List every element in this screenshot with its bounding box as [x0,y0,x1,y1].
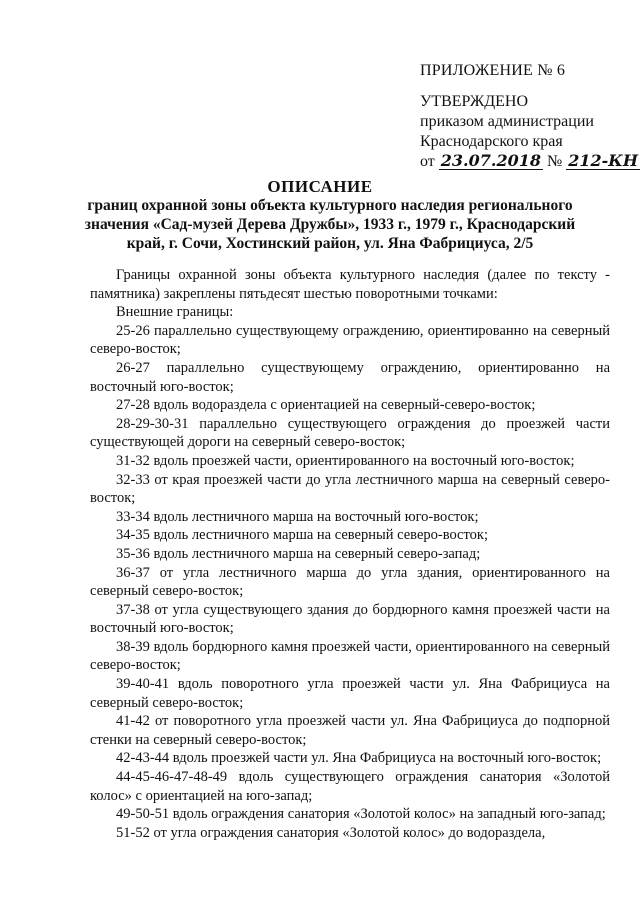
approved-by-line-1: приказом администрации [420,113,594,130]
approved-title: УТВЕРЖДЕНО [420,93,529,110]
boundary-paragraph: 39-40-41 вдоль поворотного угла проезжей части ул. Яна Фабрициуса на северный северо-восток; [90,676,610,711]
boundary-paragraph: 33-34 вдоль лестничного марша на восточный юго-восток; [116,508,479,525]
subtitle-line: значения «Сад-музей Дерева Дружбы», 1933 г., 1979 г., Краснодарский [84,216,576,233]
handwritten-order-number: 212-КН [568,151,638,170]
boundary-paragraph: 27-28 вдоль водораздела с ориентацией на северный-северо-восток; [116,397,536,414]
order-date-number [420,152,640,172]
boundary-paragraph: 36-37 от угла лестничного марша до угла здания, ориентированного на северный северо-восток; [90,564,610,600]
date-prefix: от [420,153,435,170]
handwritten-date: 23.07.2018 [440,151,541,170]
boundary-paragraph: 28-29-30-31 параллельно существующего ограждения до проезжей части существующей дороги на северный северо-восток; [90,415,610,451]
boundary-paragraph: 31-32 вдоль проезжей части, ориентированного на восточный юго-восток; [116,452,575,469]
boundary-paragraph: 26-27 параллельно существующему ограждению, ориентированно на восточный юго-восток; [90,359,610,395]
document-title: ОПИСАНИЕ [267,177,373,196]
subtitle-line: край, г. Сочи, Хостинский район, ул. Яна Фабрициуса, 2/5 [126,235,534,252]
boundary-paragraph: 51-52 от угла ограждения санатория «Золотой колос» до водораздела, [116,824,546,841]
section-heading: Внешние границы: [116,304,234,321]
boundary-paragraph: Границы охранной зоны объекта культурного наследия (далее по тексту - памятника) закреплены пятьдесят шестью поворотными точками: [90,267,610,302]
appendix-number: ПРИЛОЖЕНИЕ № 6 [420,62,566,79]
boundary-paragraph: 41-42 от поворотного угла проезжей части ул. Яна Фабрициуса до подпорной стенки на северный северо-восток; [90,713,610,748]
boundary-paragraph: 37-38 от угла существующего здания до бордюрного камня проезжей части на восточный юго-восток; [90,601,610,637]
boundary-paragraph: 25-26 параллельно существующему ограждению, ориентированно на северный северо-восток; [90,322,610,358]
boundary-paragraph: 38-39 вдоль бордюрного камня проезжей части, ориентированного на северный северо-восток; [90,638,610,674]
document-body [90,266,610,842]
boundary-paragraph: 34-35 вдоль лестничного марша на северный северо-восток; [116,527,488,544]
boundary-paragraph: 49-50-51 вдоль ограждения санатория «Золотой колос» на западный юго-запад; [116,806,606,823]
boundary-paragraph: 44-45-46-47-48-49 вдоль существующего ограждения санатория «Золотой колос» с ориентацией на юго-запад; [90,769,610,804]
document-subtitle [60,196,600,253]
boundary-paragraph: 42-43-44 вдоль проезжей части ул. Яна Фабрициуса на восточный юго-восток; [116,750,602,767]
subtitle-line: границ охранной зоны объекта культурного наследия регионального [87,197,573,214]
approval-block [420,92,640,172]
approved-by-line-2: Краснодарского края [420,133,563,150]
boundary-paragraph: 35-36 вдоль лестничного марша на северный северо-запад; [116,545,481,562]
boundary-paragraph: 32-33 от края проезжей части до угла лестничного марша на северный северо-восток; [90,471,610,507]
number-sign: № [546,153,563,170]
